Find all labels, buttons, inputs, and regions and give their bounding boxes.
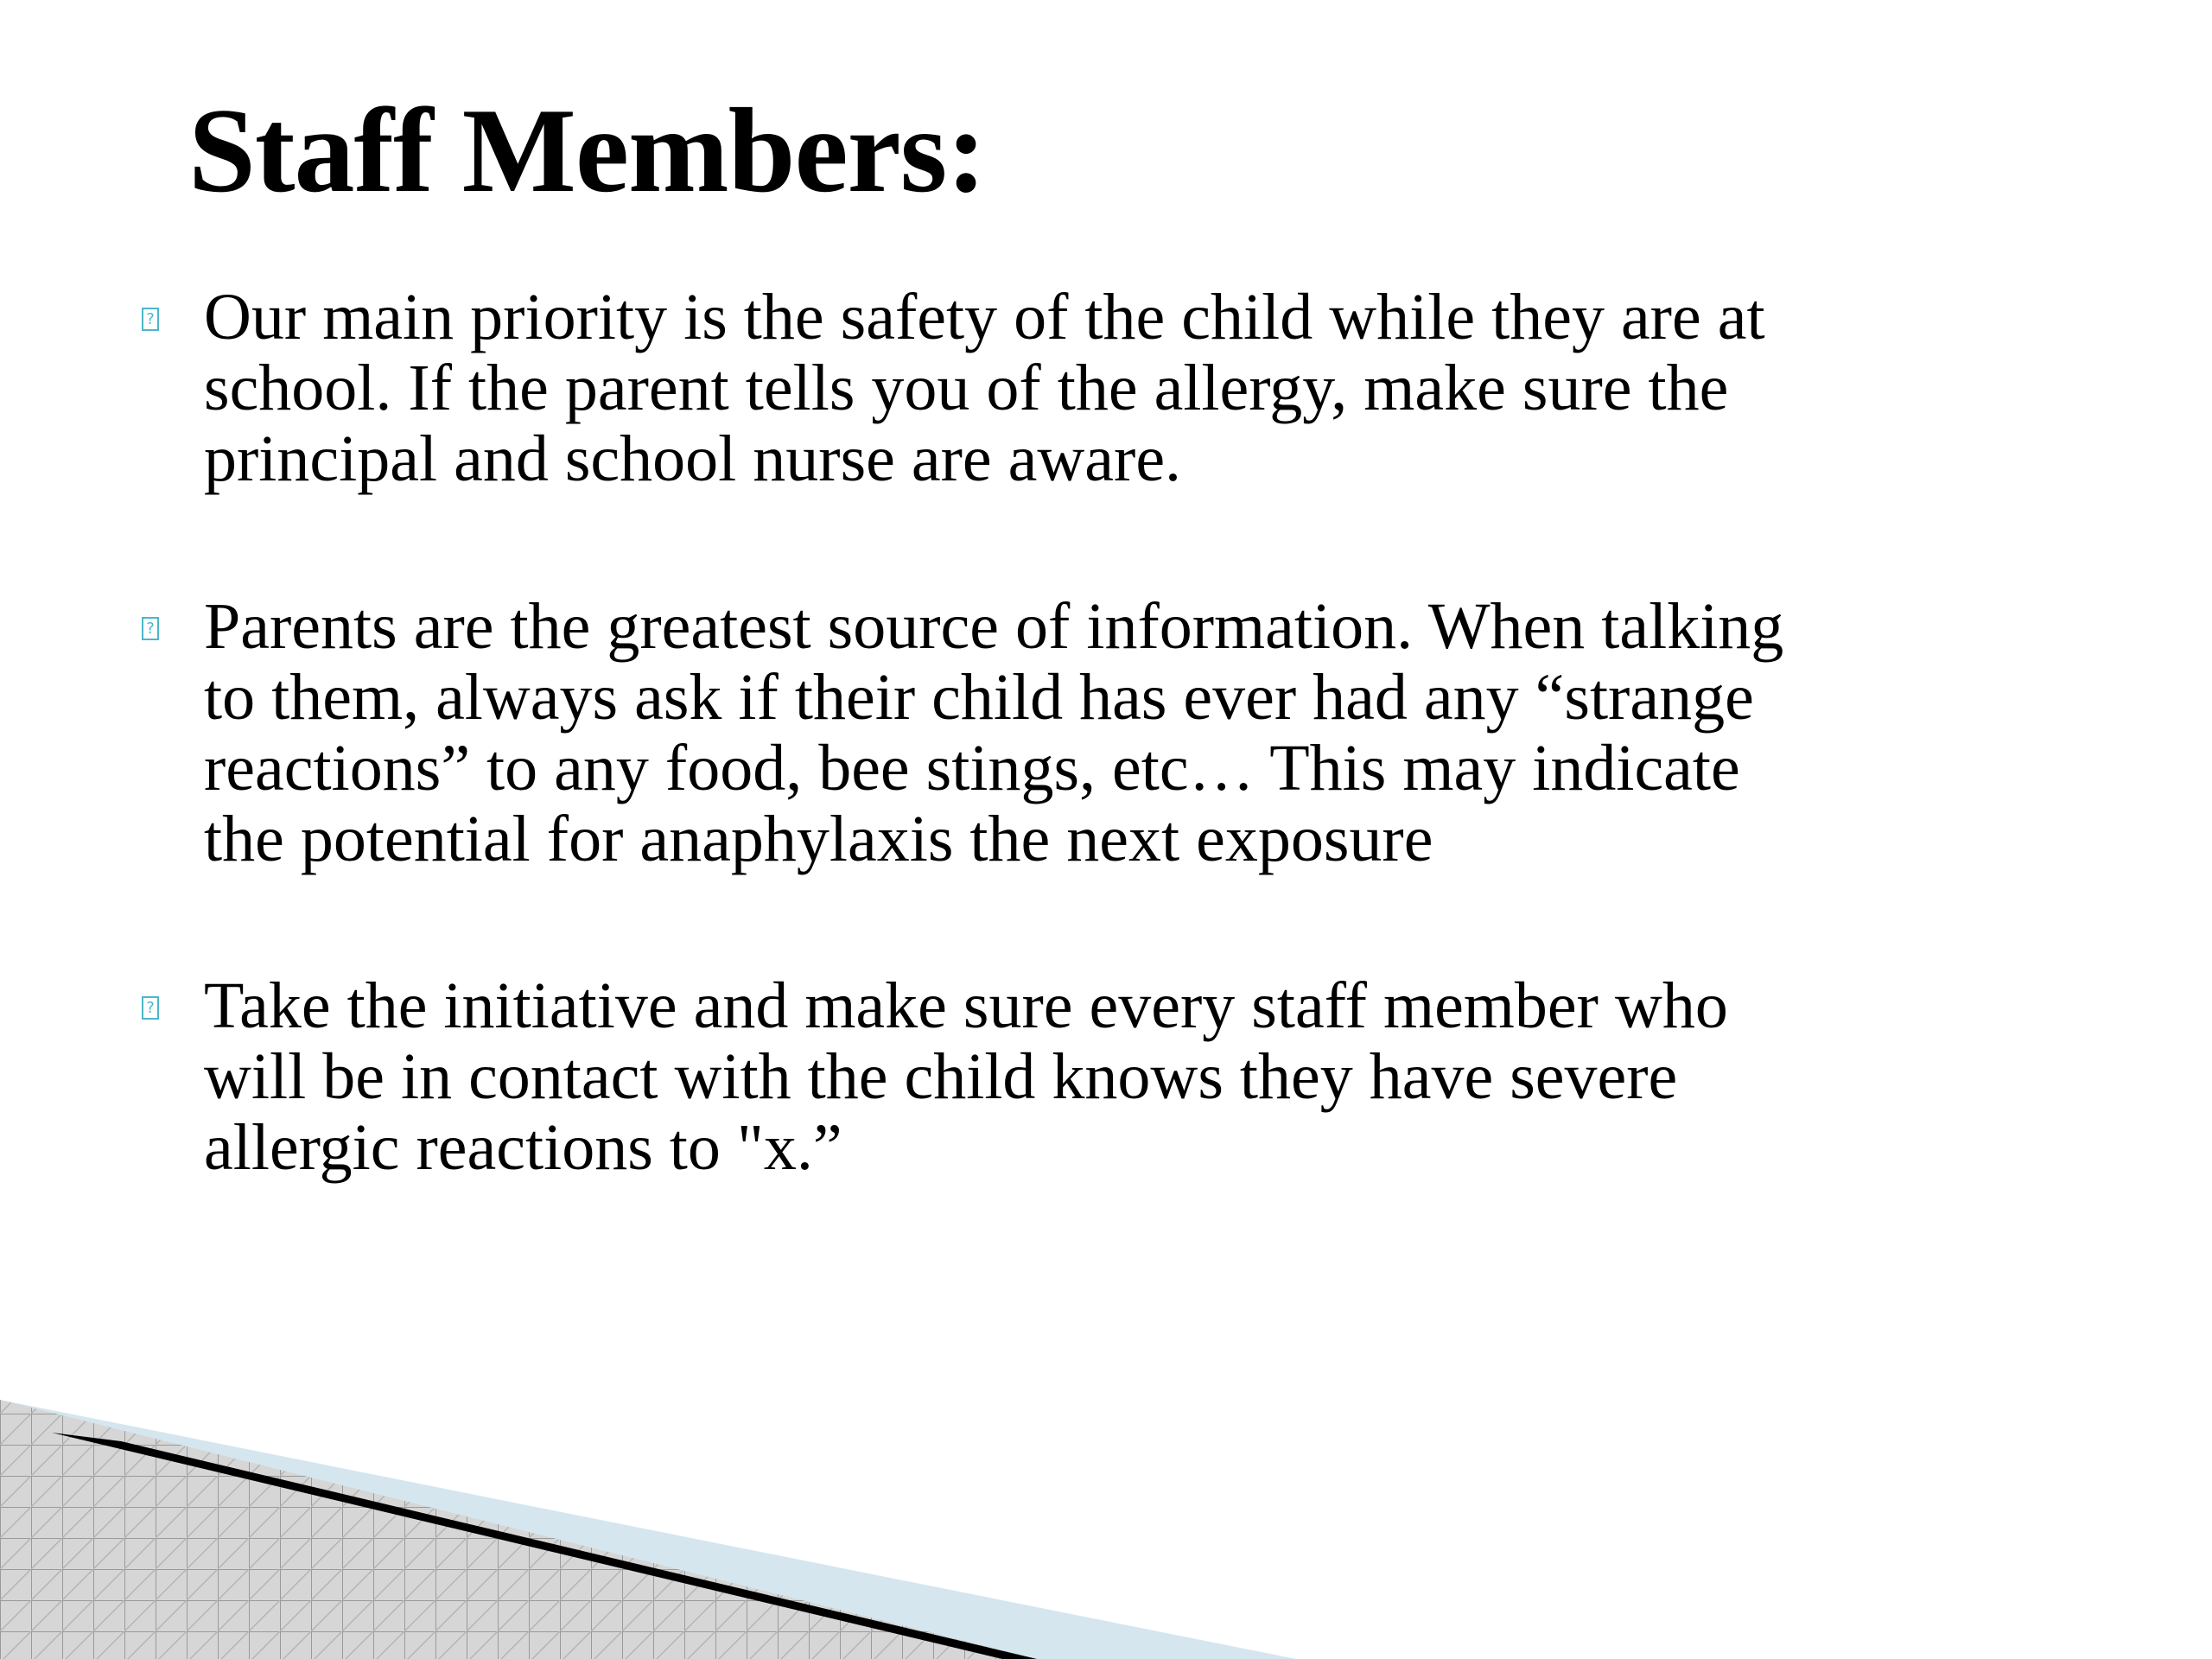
bullet-item: [146, 590, 2036, 875]
bullet-text-line: Take the initiative and make sure every staff member who: [204, 969, 1728, 1042]
grid-wedge-decoration-icon: [0, 1382, 2212, 1659]
bullet-text-line: the potential for anaphylaxis the next exposure: [204, 803, 1433, 875]
bullet-text-line: will be in contact with the child knows they have severe: [204, 1040, 1678, 1113]
bullet-text-line: Parents are the greatest source of information. When talking: [204, 590, 1784, 663]
bullet-item: [146, 969, 2036, 1184]
bullet-text-line: school. If the parent tells you of the allergy, make sure the: [204, 352, 1729, 424]
bullet-marker-icon: ?: [142, 308, 159, 331]
bullet-item: [146, 281, 2036, 495]
bullet-text-line: principal and school nurse are aware.: [204, 423, 1182, 495]
bullet-text-line: reactions” to any food, bee stings, etc… This may indicate: [204, 732, 1740, 804]
bullet-text-line: allergic reactions to "x.”: [204, 1111, 842, 1184]
bullet-text-line: Our main priority is the safety of the child while they are at: [204, 281, 1765, 353]
bullet-marker-icon: ?: [142, 996, 159, 1020]
bullet-marker-icon: ?: [142, 617, 159, 640]
bullet-text-line: to them, always ask if their child has ever had any “strange: [204, 661, 1754, 734]
slide-title: Staff Members:: [188, 84, 986, 218]
